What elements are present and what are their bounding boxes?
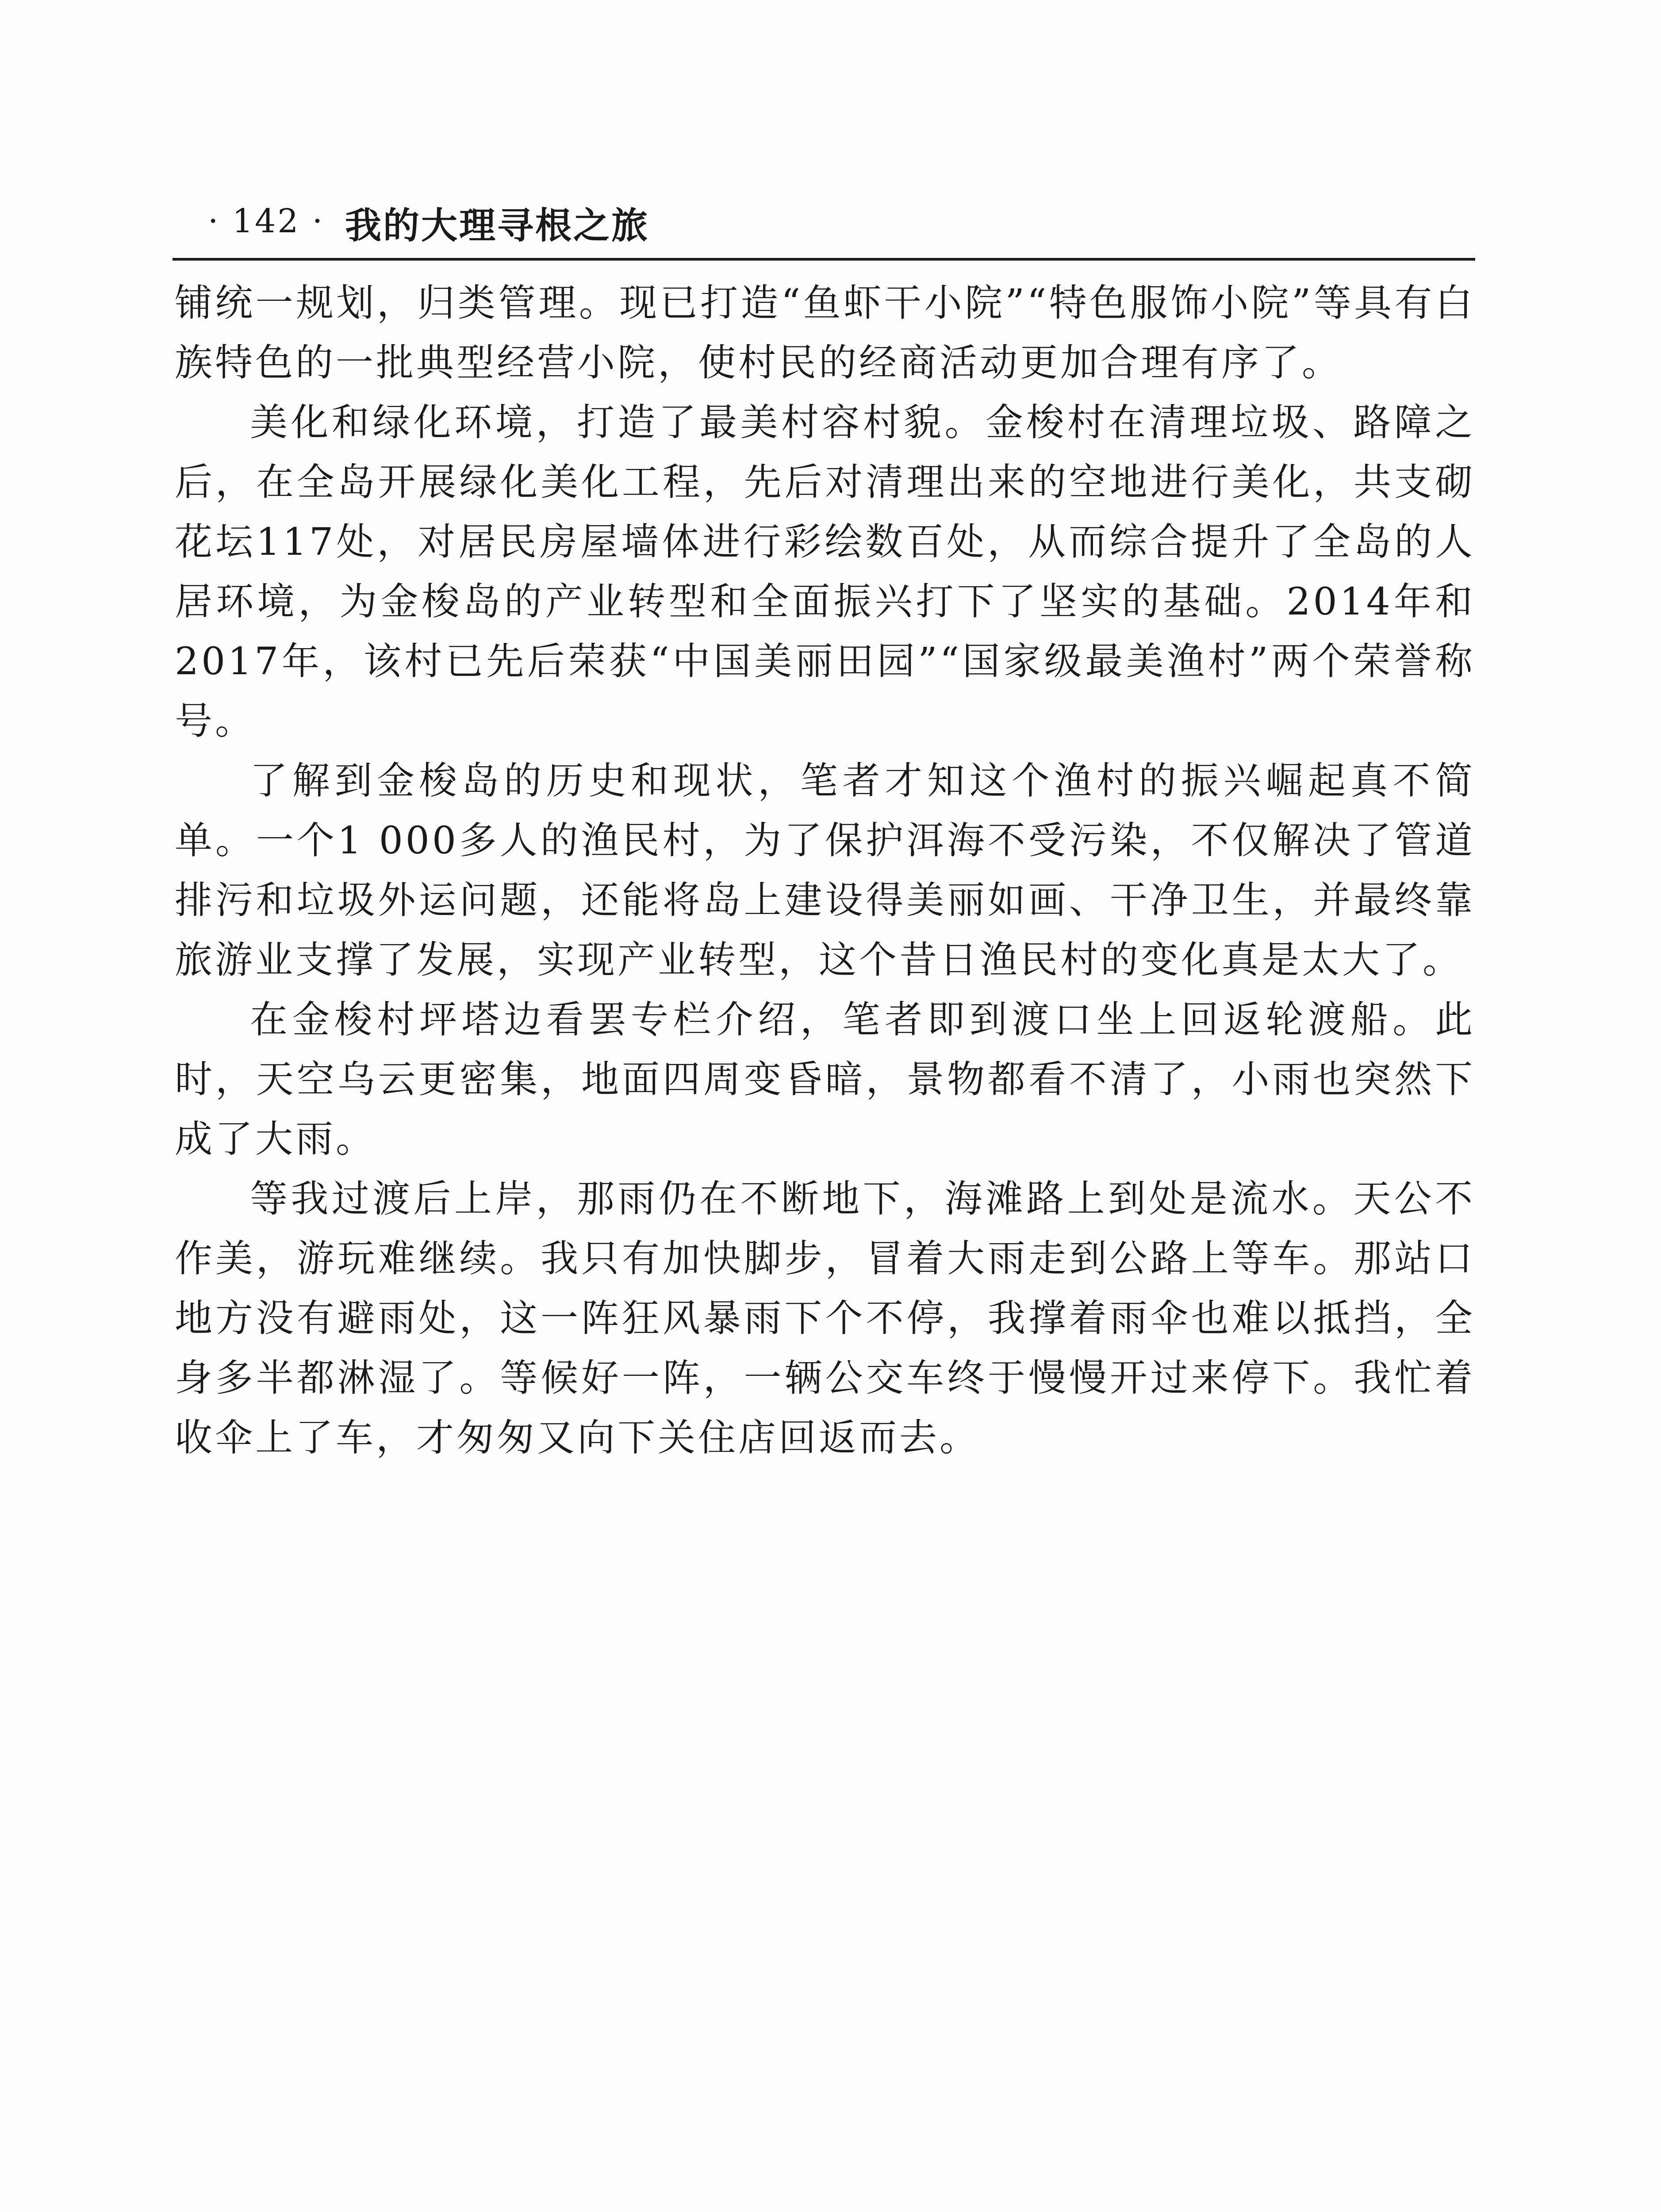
body-text xyxy=(175,273,1475,1468)
running-header xyxy=(208,197,1475,246)
header-rule xyxy=(173,258,1475,261)
page-number: · 142 · xyxy=(208,202,325,240)
paragraph-1: 铺统一规划，归类管理。现已打造“鱼虾干小院”“特色服饰小院”等具有白族特色的一批典型经营小院，使村民的经商活动更加合理有序了。 xyxy=(175,281,1475,385)
paragraph-4: 在金梭村坪塔边看罢专栏介绍，笔者即到渡口坐上回返轮渡船。此时，天空乌云更密集，地面四周变昏暗，景物都看不清了，小雨也突然下成了大雨。 xyxy=(175,998,1475,1161)
book-title: 我的大理寻根之旅 xyxy=(345,205,650,247)
paragraph-3: 了解到金梭岛的历史和现状，笔者才知这个渔村的振兴崛起真不简单。一个1 000多人的渔民村，为了保护洱海不受污染，不仅解决了管道排污和垃圾外运问题，还能将岛上建设得美丽如画、干净卫生，并最终靠旅游业支撑了发展，实现产业转型，这个昔日渔民村的变化真是太大了。 xyxy=(175,759,1475,982)
paragraph-5: 等我过渡后上岸，那雨仍在不断地下，海滩路上到处是流水。天公不作美，游玩难继续。我只有加快脚步，冒着大雨走到公路上等车。那站口地方没有避雨处，这一阵狂风暴雨下个不停，我撑着雨伞也难以抵挡，全身多半都淋湿了。等候好一阵，一辆公交车终于慢慢开过来停下。我忙着收伞上了车，才匆匆又向下关住店回返而去。 xyxy=(175,1177,1475,1460)
paragraph-2: 美化和绿化环境，打造了最美村容村貌。金梭村在清理垃圾、路障之后，在全岛开展绿化美化工程，先后对清理出来的空地进行美化，共支砌花坛117处，对居民房屋墙体进行彩绘数百处，从而综合提升了全岛的人居环境，为金梭岛的产业转型和全面振兴打下了坚实的基础。2014年和2017年，该村已先后荣获“中国美丽田园”“国家级最美渔村”两个荣誉称号。 xyxy=(175,401,1475,743)
